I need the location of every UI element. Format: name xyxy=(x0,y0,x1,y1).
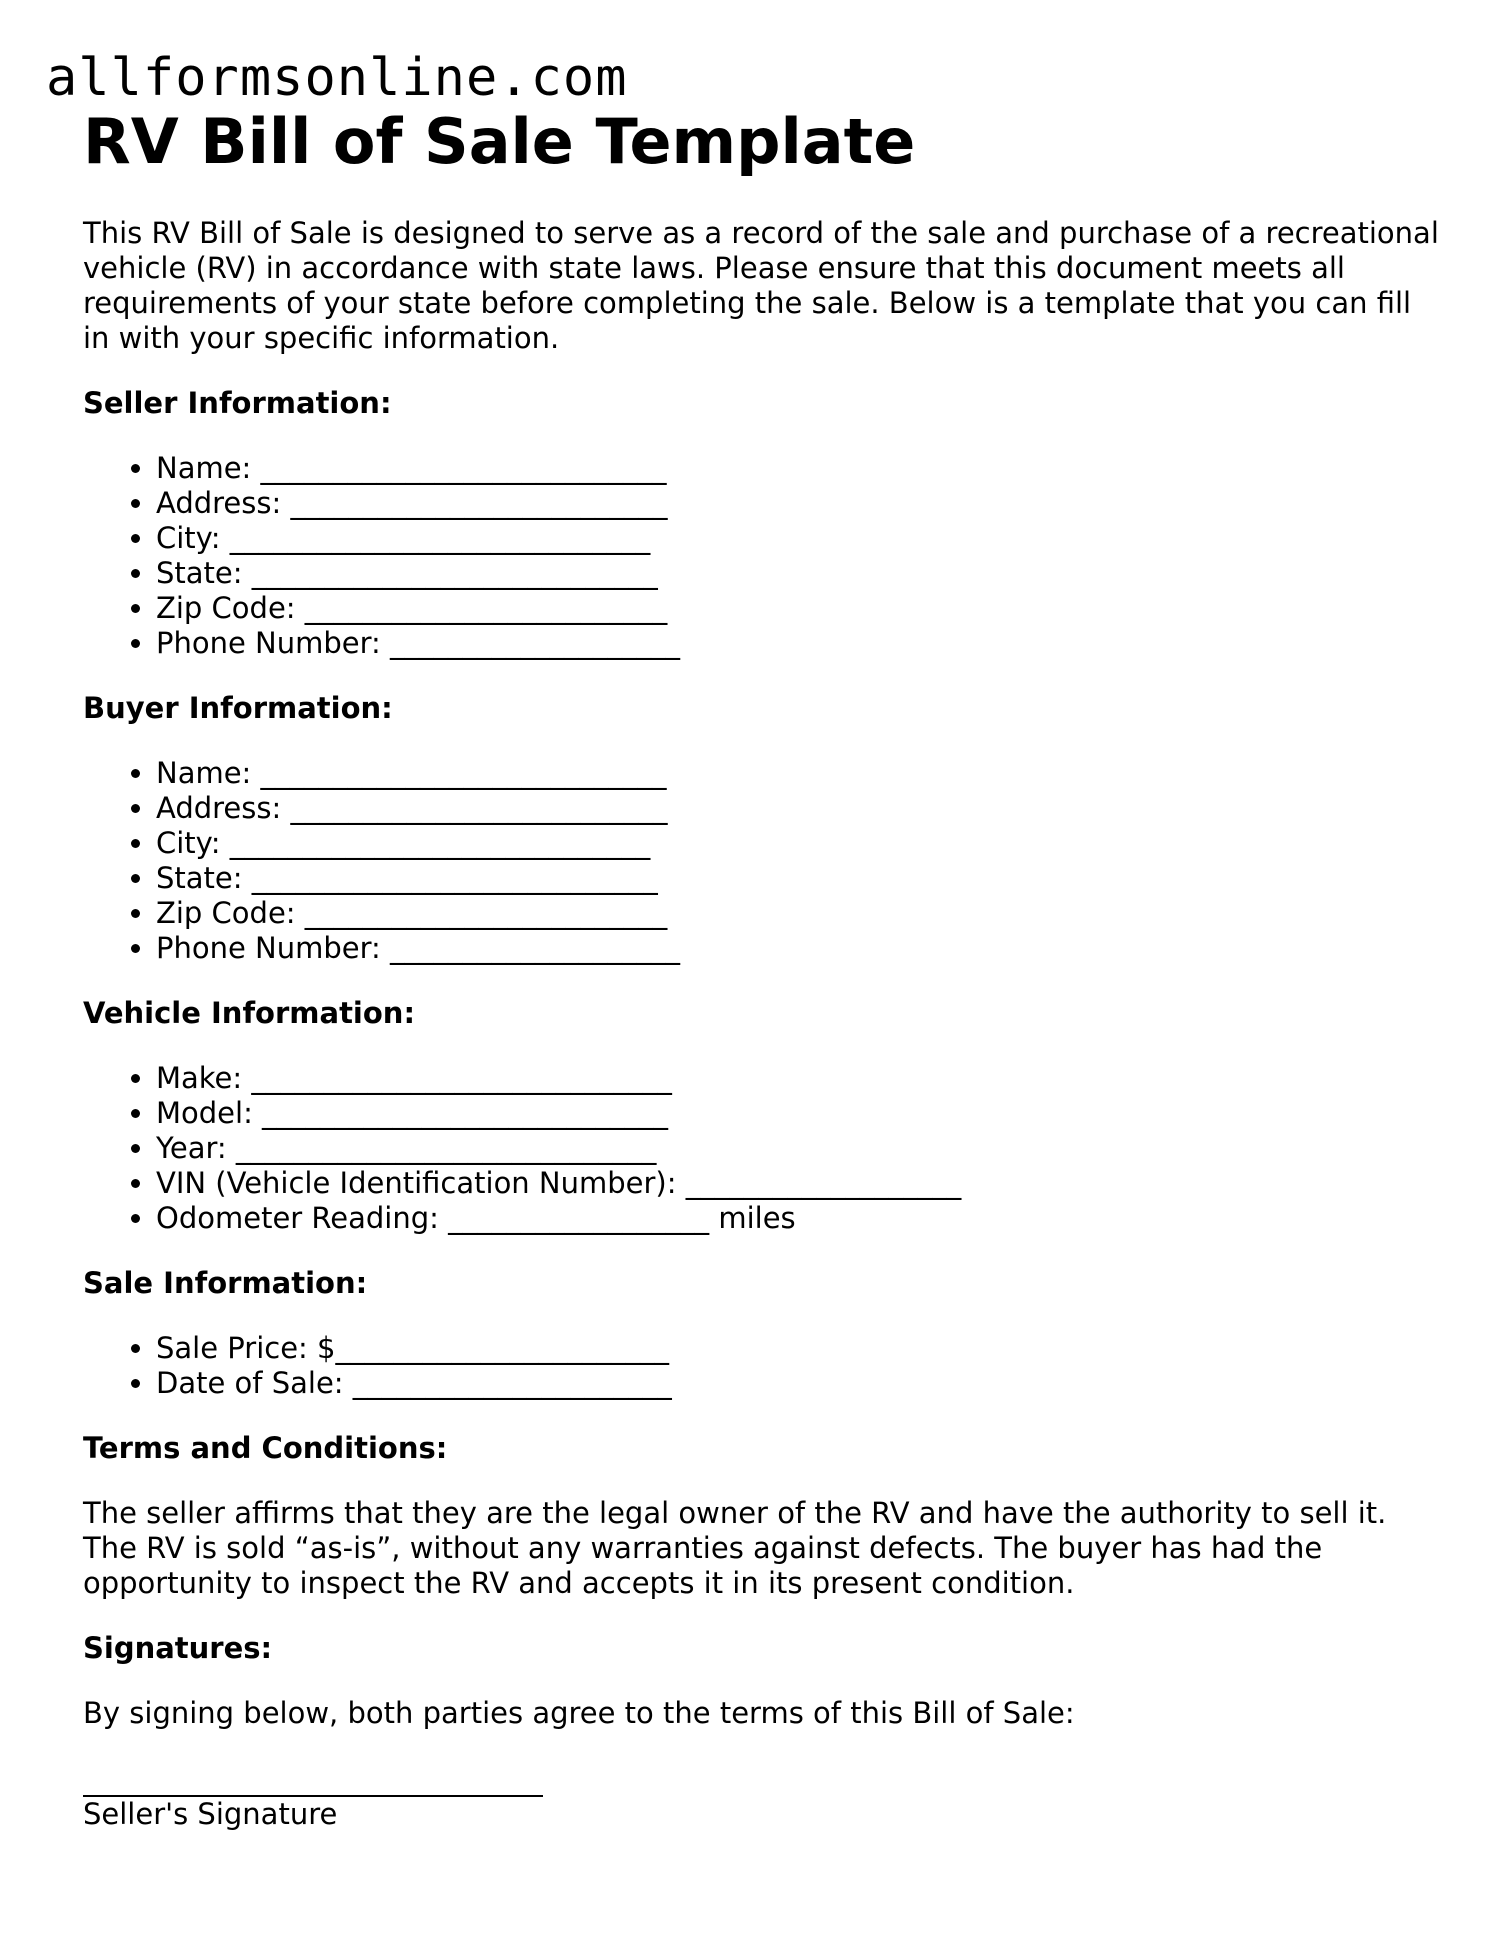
terms-heading: Terms and Conditions: xyxy=(83,1431,448,1465)
vehicle-vin-field[interactable]: • VIN (Vehicle Identification Number): ___________________ xyxy=(156,1166,1443,1201)
buyer-address-field[interactable]: • Address: __________________________ xyxy=(156,791,1443,826)
seller-state-field[interactable]: • State: ____________________________ xyxy=(156,556,1443,591)
signatures-heading: Signatures: xyxy=(83,1631,273,1665)
buyer-state-field[interactable]: • State: ____________________________ xyxy=(156,861,1443,896)
vehicle-make-field[interactable]: • Make: _____________________________ xyxy=(156,1061,1443,1096)
seller-signature-line[interactable] xyxy=(83,1761,543,1797)
buyer-city-field[interactable]: • City: _____________________________ xyxy=(156,826,1443,861)
vehicle-fields-list xyxy=(83,1061,1443,1236)
seller-address-field[interactable]: • Address: __________________________ xyxy=(156,486,1443,521)
vehicle-year-field[interactable]: • Year: _____________________________ xyxy=(156,1131,1443,1166)
buyer-name-field[interactable]: • Name: ____________________________ xyxy=(156,756,1443,791)
page-title: RV Bill of Sale Template xyxy=(83,105,916,178)
seller-fields-list xyxy=(83,451,1443,661)
seller-heading: Seller Information: xyxy=(83,386,392,420)
terms-paragraph: The seller affirms that they are the legal owner of the RV and have the authority to sell it. The RV is sold “as-is”, without any warranties against defects. The buyer has had the opportunity to inspect the RV and accepts it in its present condition. xyxy=(83,1496,1387,1600)
vehicle-heading: Vehicle Information: xyxy=(83,996,416,1030)
sale-heading: Sale Information: xyxy=(83,1266,368,1300)
signatures-paragraph: By signing below, both parties agree to the terms of this Bill of Sale: xyxy=(83,1696,1075,1730)
buyer-fields-list xyxy=(83,756,1443,966)
vehicle-model-field[interactable]: • Model: ____________________________ xyxy=(156,1096,1443,1131)
site-watermark: allformsonline.com xyxy=(46,48,628,108)
vehicle-odometer-field[interactable]: • Odometer Reading: __________________ miles xyxy=(156,1201,1443,1236)
seller-signature-block xyxy=(83,1761,1443,1832)
buyer-phone-field[interactable]: • Phone Number: ____________________ xyxy=(156,931,1443,966)
sale-date-field[interactable]: • Date of Sale: ______________________ xyxy=(156,1366,1443,1401)
intro-paragraph: This RV Bill of Sale is designed to serve as a record of the sale and purchase of a recreational vehicle (RV) in accordance with state laws. Please ensure that this document meets all requirements of your state before completing the sale. Below is a template that you can fill in with your specific information. xyxy=(83,216,1439,355)
seller-zip-field[interactable]: • Zip Code: _________________________ xyxy=(156,591,1443,626)
seller-city-field[interactable]: • City: _____________________________ xyxy=(156,521,1443,556)
sale-fields-list xyxy=(83,1331,1443,1401)
buyer-zip-field[interactable]: • Zip Code: _________________________ xyxy=(156,896,1443,931)
document-body xyxy=(83,104,1443,1832)
seller-signature-label: Seller's Signature xyxy=(83,1797,338,1831)
seller-name-field[interactable]: • Name: ____________________________ xyxy=(156,451,1443,486)
buyer-heading: Buyer Information: xyxy=(83,691,393,725)
sale-price-field[interactable]: • Sale Price: $_______________________ xyxy=(156,1331,1443,1366)
seller-phone-field[interactable]: • Phone Number: ____________________ xyxy=(156,626,1443,661)
